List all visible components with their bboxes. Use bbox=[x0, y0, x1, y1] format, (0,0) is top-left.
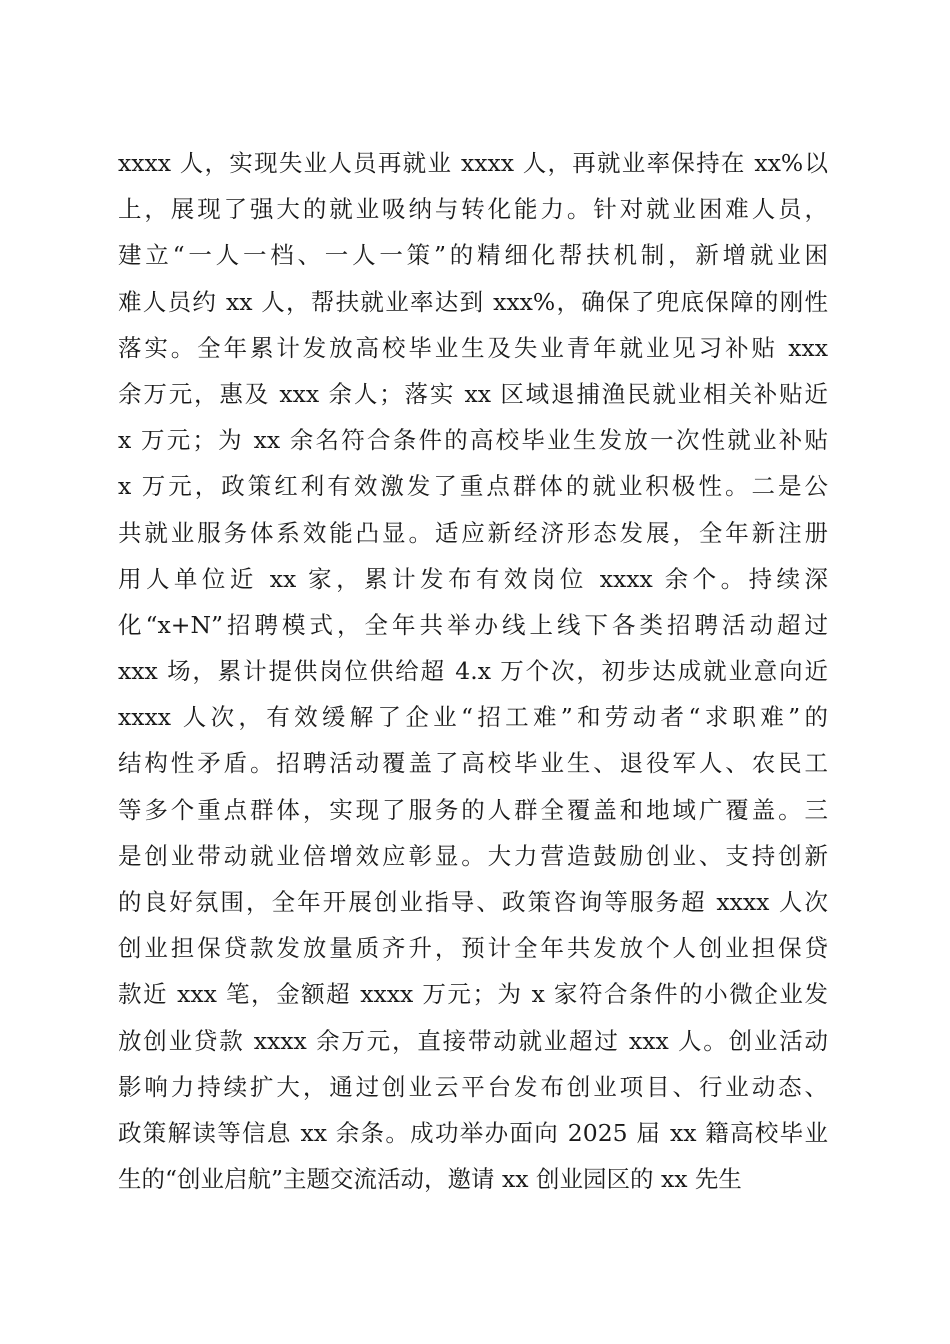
text-line: xxxx 人，实现失业人员再就业 xxxx 人，再就业率保持在 xx%以 bbox=[118, 149, 828, 177]
text-line: 化“x+N”招聘模式，全年共举办线上线下各类招聘活动超过 bbox=[118, 610, 828, 639]
text-line: 生的“创业启航”主题交流活动，邀请 xx 创业园区的 xx 先生 bbox=[118, 1165, 742, 1194]
text-line: xxx 场，累计提供岗位供给超 4.x 万个次，初步达成就业意向近 bbox=[118, 657, 828, 686]
text-line: 的良好氛围，全年开展创业指导、政策咨询等服务超 xxxx 人次 bbox=[118, 888, 828, 916]
text-line: 创业担保贷款发放量质齐升，预计全年共发放个人创业担保贷 bbox=[118, 934, 828, 963]
text-line: 共就业服务体系效能凸显。适应新经济形态发展，全年新注册 bbox=[118, 518, 828, 547]
text-line: 政策解读等信息 xx 余条。成功举办面向 2025 届 xx 籍高校毕业 bbox=[118, 1118, 828, 1147]
text-line: 款近 xxx 笔，金额超 xxxx 万元；为 x 家符合条件的小微企业发 bbox=[118, 980, 828, 1009]
text-line: 落实。全年累计发放高校毕业生及失业青年就业见习补贴 xxx bbox=[118, 333, 828, 362]
text-line: 用人单位近 xx 家，累计发布有效岗位 xxxx 余个。持续深 bbox=[118, 564, 828, 593]
text-line: x 万元，政策红利有效激发了重点群体的就业积极性。二是公 bbox=[118, 472, 828, 501]
body-paragraph bbox=[118, 140, 828, 1202]
text-line: 建立“一人一档、一人一策”的精细化帮扶机制，新增就业困 bbox=[118, 241, 828, 270]
text-line: 放创业贷款 xxxx 余万元，直接带动就业超过 xxx 人。创业活动 bbox=[118, 1026, 828, 1055]
text-line: 难人员约 xx 人，帮扶就业率达到 xxx%，确保了兜底保障的刚性 bbox=[118, 287, 828, 316]
text-line: x 万元；为 xx 余名符合条件的高校毕业生发放一次性就业补贴 bbox=[118, 426, 828, 455]
text-line: 影响力持续扩大，通过创业云平台发布创业项目、行业动态、 bbox=[118, 1072, 828, 1101]
text-line: 结构性矛盾。招聘活动覆盖了高校毕业生、退役军人、农民工 bbox=[118, 749, 828, 778]
text-line: 余万元，惠及 xxx 余人；落实 xx 区域退捕渔民就业相关补贴近 bbox=[118, 379, 828, 408]
text-line: 等多个重点群体，实现了服务的人群全覆盖和地域广覆盖。三 bbox=[118, 795, 828, 824]
text-line: xxxx 人次，有效缓解了企业“招工难”和劳动者“求职难”的 bbox=[118, 703, 828, 732]
text-line: 是创业带动就业倍增效应彰显。大力营造鼓励创业、支持创新 bbox=[118, 841, 828, 870]
text-line: 上，展现了强大的就业吸纳与转化能力。针对就业困难人员， bbox=[118, 195, 828, 224]
